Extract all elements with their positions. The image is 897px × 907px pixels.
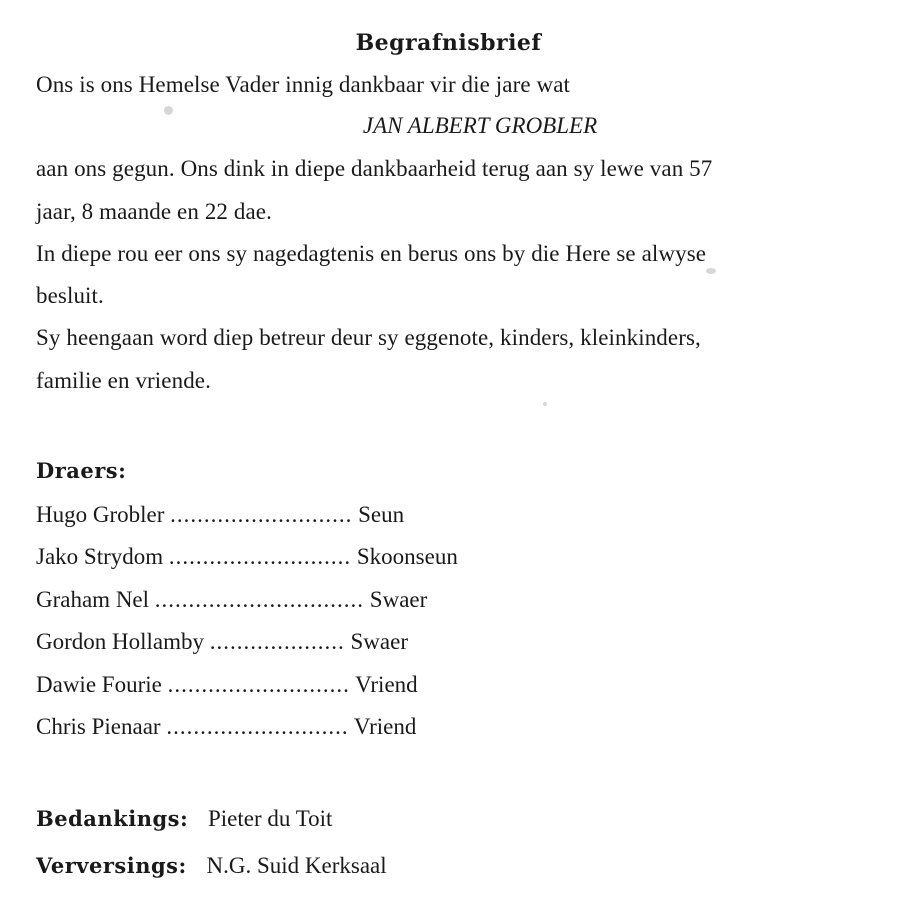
scan-speck xyxy=(543,402,547,406)
bearer-relation: Seun xyxy=(358,502,405,527)
bearer-name: Hugo Grobler xyxy=(36,502,165,527)
bearer-row xyxy=(36,714,416,740)
bearer-name: Gordon Hollamby xyxy=(36,629,205,654)
bearer-row xyxy=(36,629,408,655)
bearer-dots: ........................... xyxy=(170,502,353,527)
bearer-row xyxy=(36,587,427,613)
refreshments-line xyxy=(36,853,387,879)
bearer-row xyxy=(36,672,418,698)
scan-speck xyxy=(706,268,716,274)
bearer-dots: ........................... xyxy=(168,544,352,569)
bearer-relation: Vriend xyxy=(353,714,417,739)
paragraph-line: In diepe rou eer ons sy nagedagtenis en berus ons by die Here se alwyse xyxy=(36,241,707,266)
bearer-dots: ........................... xyxy=(167,672,350,697)
paragraph-line: aan ons gegun. Ons dink in diepe dankbaarheid terug aan sy lewe van 57 xyxy=(36,156,713,181)
thanks-line xyxy=(36,806,332,832)
bearer-name: Dawie Fourie xyxy=(36,672,162,697)
thanks-value: Pieter du Toit xyxy=(207,806,333,831)
thanks-label: Bedankings: xyxy=(36,806,189,831)
deceased-name: JAN ALBERT GROBLER xyxy=(362,113,598,138)
bearers-heading: Draers: xyxy=(36,458,127,483)
bearer-name: Graham Nel xyxy=(36,587,150,612)
intro-line: Ons is ons Hemelse Vader innig dankbaar vir die jare wat xyxy=(36,72,571,97)
refreshments-label: Verversings: xyxy=(36,853,187,878)
bearer-row xyxy=(36,544,458,570)
bearer-name: Chris Pienaar xyxy=(36,714,161,739)
refreshments-value: N.G. Suid Kerksaal xyxy=(206,853,387,878)
bearer-dots: ........................... xyxy=(166,714,349,739)
bearer-relation: Vriend xyxy=(355,672,418,697)
paragraph-line: familie en vriende. xyxy=(36,368,211,393)
bearer-name: Jako Strydom xyxy=(36,544,164,569)
bearer-row xyxy=(36,502,404,528)
page-title: Begrafnisbrief xyxy=(355,30,542,56)
paragraph-line: Sy heengaan word diep betreur deur sy eggenote, kinders, kleinkinders, xyxy=(36,325,701,350)
bearer-relation: Swaer xyxy=(369,587,428,612)
bearer-relation: Skoonseun xyxy=(356,544,458,569)
bearer-dots: .................... xyxy=(209,629,345,654)
paragraph-line: besluit. xyxy=(36,283,104,308)
bearer-dots: ............................... xyxy=(154,587,365,612)
paragraph-line: jaar, 8 maande en 22 dae. xyxy=(36,199,272,224)
scan-speck xyxy=(164,106,173,115)
bearer-relation: Swaer xyxy=(350,629,408,654)
